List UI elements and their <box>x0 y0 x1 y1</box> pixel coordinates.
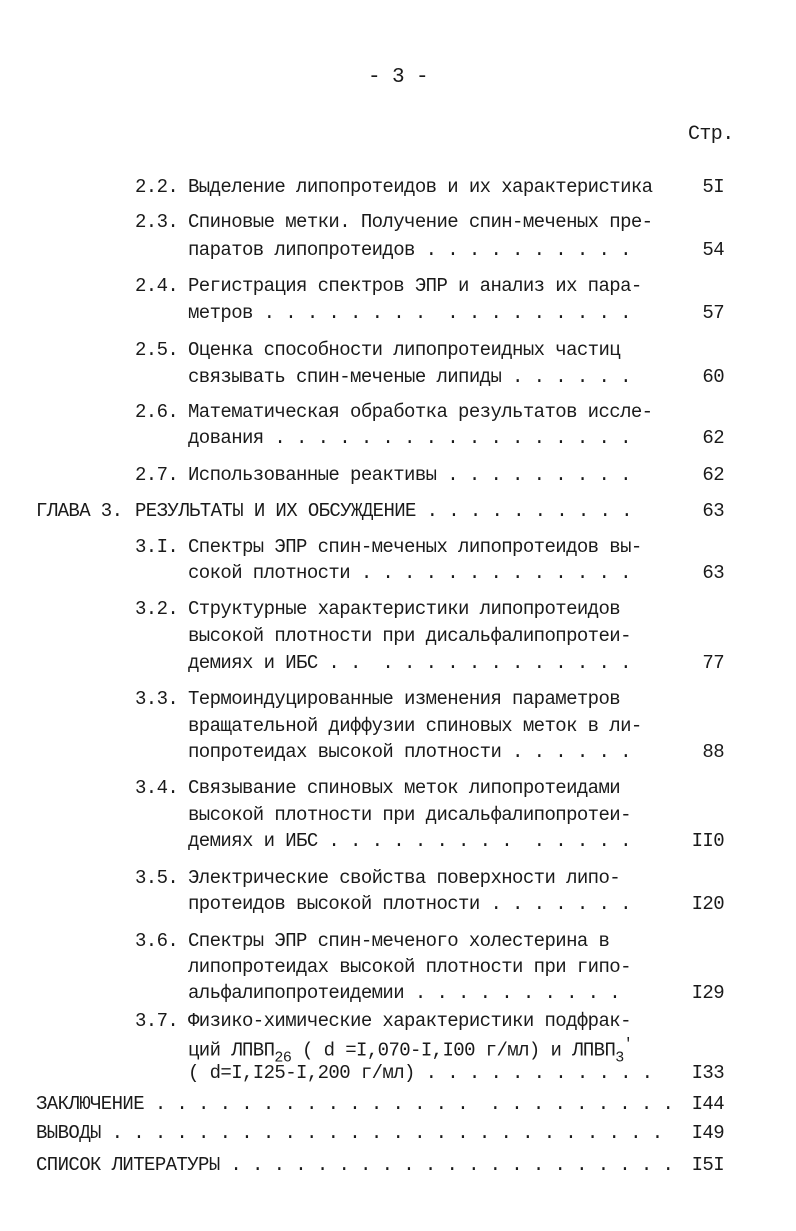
toc-page-2-7: 62 <box>702 464 724 486</box>
toc-title-3-6-line2[interactable]: липопротеидах высокой плотности при гипо- <box>188 956 631 978</box>
toc-page-3-2: 77 <box>702 652 724 674</box>
toc-number-3-1: 3.I. <box>135 536 179 558</box>
toc-page-2-5: 60 <box>702 366 724 388</box>
toc-title-2-6-line1[interactable]: Математическая обработка результатов иссле- <box>188 401 653 423</box>
toc-title-references[interactable]: СПИСОК ЛИТЕРАТУРЫ . . . . . . . . . . . . . . . . . . . . . <box>36 1154 674 1176</box>
toc-title-3-7-text-b: ( d =I,070-I,I00 г/мл) и ЛПВП <box>291 1039 616 1062</box>
toc-number-2-4: 2.4. <box>135 275 179 297</box>
toc-title-3-2-line2[interactable]: высокой плотности при дисальфалипопротеи- <box>188 625 631 647</box>
toc-number-3-2: 3.2. <box>135 598 179 620</box>
toc-page-3-7: I33 <box>691 1062 724 1084</box>
toc-page-3-5: I20 <box>691 893 724 915</box>
toc-number-2-7: 2.7. <box>135 464 179 486</box>
toc-number-3-4: 3.4. <box>135 777 179 799</box>
toc-prime-mark: ' <box>623 1036 633 1053</box>
toc-page-references: I5I <box>691 1154 724 1176</box>
toc-subscript-26: 26 <box>274 1049 292 1067</box>
toc-title-3-3-line3[interactable]: попротеидах высокой плотности . . . . . . <box>188 741 631 763</box>
toc-title-3-4-line2[interactable]: высокой плотности при дисальфалипопротеи- <box>188 804 631 826</box>
toc-title-2-4-line2[interactable]: метров . . . . . . . . . . . . . . . . . <box>188 302 631 324</box>
toc-title-3-3-line2[interactable]: вращательной диффузии спиновых меток в ли- <box>188 715 642 737</box>
toc-page-2-3: 54 <box>702 239 724 261</box>
toc-number-3-7: 3.7. <box>135 1010 179 1032</box>
toc-title-2-2[interactable]: Выделение липопротеидов и их характеристика <box>188 176 653 198</box>
toc-title-2-3-line1[interactable]: Спиновые метки. Получение спин-меченых пре- <box>188 211 653 233</box>
toc-number-2-5: 2.5. <box>135 339 179 361</box>
toc-number-3-5: 3.5. <box>135 867 179 889</box>
toc-title-3-1-line2[interactable]: сокой плотности . . . . . . . . . . . . . <box>188 562 631 584</box>
toc-page-3-6: I29 <box>691 982 724 1004</box>
toc-subscript-3: 3 <box>615 1049 624 1067</box>
toc-number-2-6: 2.6. <box>135 401 179 423</box>
toc-title-3-7-line3[interactable]: ( d=I,I25-I,200 г/мл) . . . . . . . . . . . <box>188 1062 653 1084</box>
toc-title-2-3-line2[interactable]: паратов липопротеидов . . . . . . . . . . <box>188 239 631 261</box>
toc-title-3-4-line1[interactable]: Связывание спиновых меток липопротеидами <box>188 777 621 799</box>
toc-title-3-5-line2[interactable]: протеидов высокой плотности . . . . . . . <box>188 893 631 915</box>
page-number: - 3 - <box>367 66 428 89</box>
toc-title-2-4-line1[interactable]: Регистрация спектров ЭПР и анализ их пара- <box>188 275 642 297</box>
toc-number-2-3: 2.3. <box>135 211 179 233</box>
pages-column-header: Стр. <box>688 123 734 146</box>
toc-title-3-4-line3[interactable]: демиях и ИБС . . . . . . . . . . . . . . <box>188 830 631 852</box>
toc-title-3-7-text-a: ций ЛПВП <box>188 1039 275 1062</box>
toc-page-chapter-3: 63 <box>702 500 724 522</box>
toc-page-conclusion: I44 <box>691 1093 724 1115</box>
toc-title-2-7[interactable]: Использованные реактивы . . . . . . . . . <box>188 464 631 486</box>
toc-title-conclusion[interactable]: ЗАКЛЮЧЕНИЕ . . . . . . . . . . . . . . . . . . . . . . . . <box>36 1093 674 1115</box>
toc-title-3-1-line1[interactable]: Спектры ЭПР спин-меченых липопротеидов вы- <box>188 536 642 558</box>
toc-chapter-3-label: ГЛАВА 3. <box>36 500 123 522</box>
toc-title-3-7-line1[interactable]: Физико-химические характеристики подфрак- <box>188 1010 631 1032</box>
toc-title-3-6-line3[interactable]: альфалипопротеидемии . . . . . . . . . . <box>188 982 621 1004</box>
toc-page-3-1: 63 <box>702 562 724 584</box>
toc-page-3-4: II0 <box>691 830 724 852</box>
toc-title-3-2-line1[interactable]: Структурные характеристики липопротеидов <box>188 598 621 620</box>
toc-chapter-3-title[interactable]: РЕЗУЛЬТАТЫ И ИХ ОБСУЖДЕНИЕ . . . . . . . . . . <box>135 500 632 522</box>
toc-page-2-6: 62 <box>702 427 724 449</box>
toc-title-3-6-line1[interactable]: Спектры ЭПР спин-меченого холестерина в <box>188 930 610 952</box>
toc-number-3-3: 3.3. <box>135 688 179 710</box>
toc-title-2-6-line2[interactable]: дования . . . . . . . . . . . . . . . . . <box>188 427 631 449</box>
toc-page-2-4: 57 <box>702 302 724 324</box>
toc-page-findings: I49 <box>691 1122 724 1144</box>
toc-title-3-2-line3[interactable]: демиях и ИБС . . . . . . . . . . . . . . <box>188 652 631 674</box>
toc-title-2-5-line2[interactable]: связывать спин-меченые липиды . . . . . . <box>188 366 631 388</box>
toc-number-3-6: 3.6. <box>135 930 179 952</box>
toc-page-3-3: 88 <box>702 741 724 763</box>
toc-page-2-2: 5I <box>702 176 724 198</box>
toc-number-2-2: 2.2. <box>135 176 179 198</box>
toc-title-3-3-line1[interactable]: Термоиндуцированные изменения параметров <box>188 688 621 710</box>
toc-title-findings[interactable]: ВЫВОДЫ . . . . . . . . . . . . . . . . . . . . . . . . . . <box>36 1122 663 1144</box>
toc-title-3-5-line1[interactable]: Электрические свойства поверхности липо- <box>188 867 621 889</box>
toc-title-2-5-line1[interactable]: Оценка способности липопротеидных частиц <box>188 339 621 361</box>
